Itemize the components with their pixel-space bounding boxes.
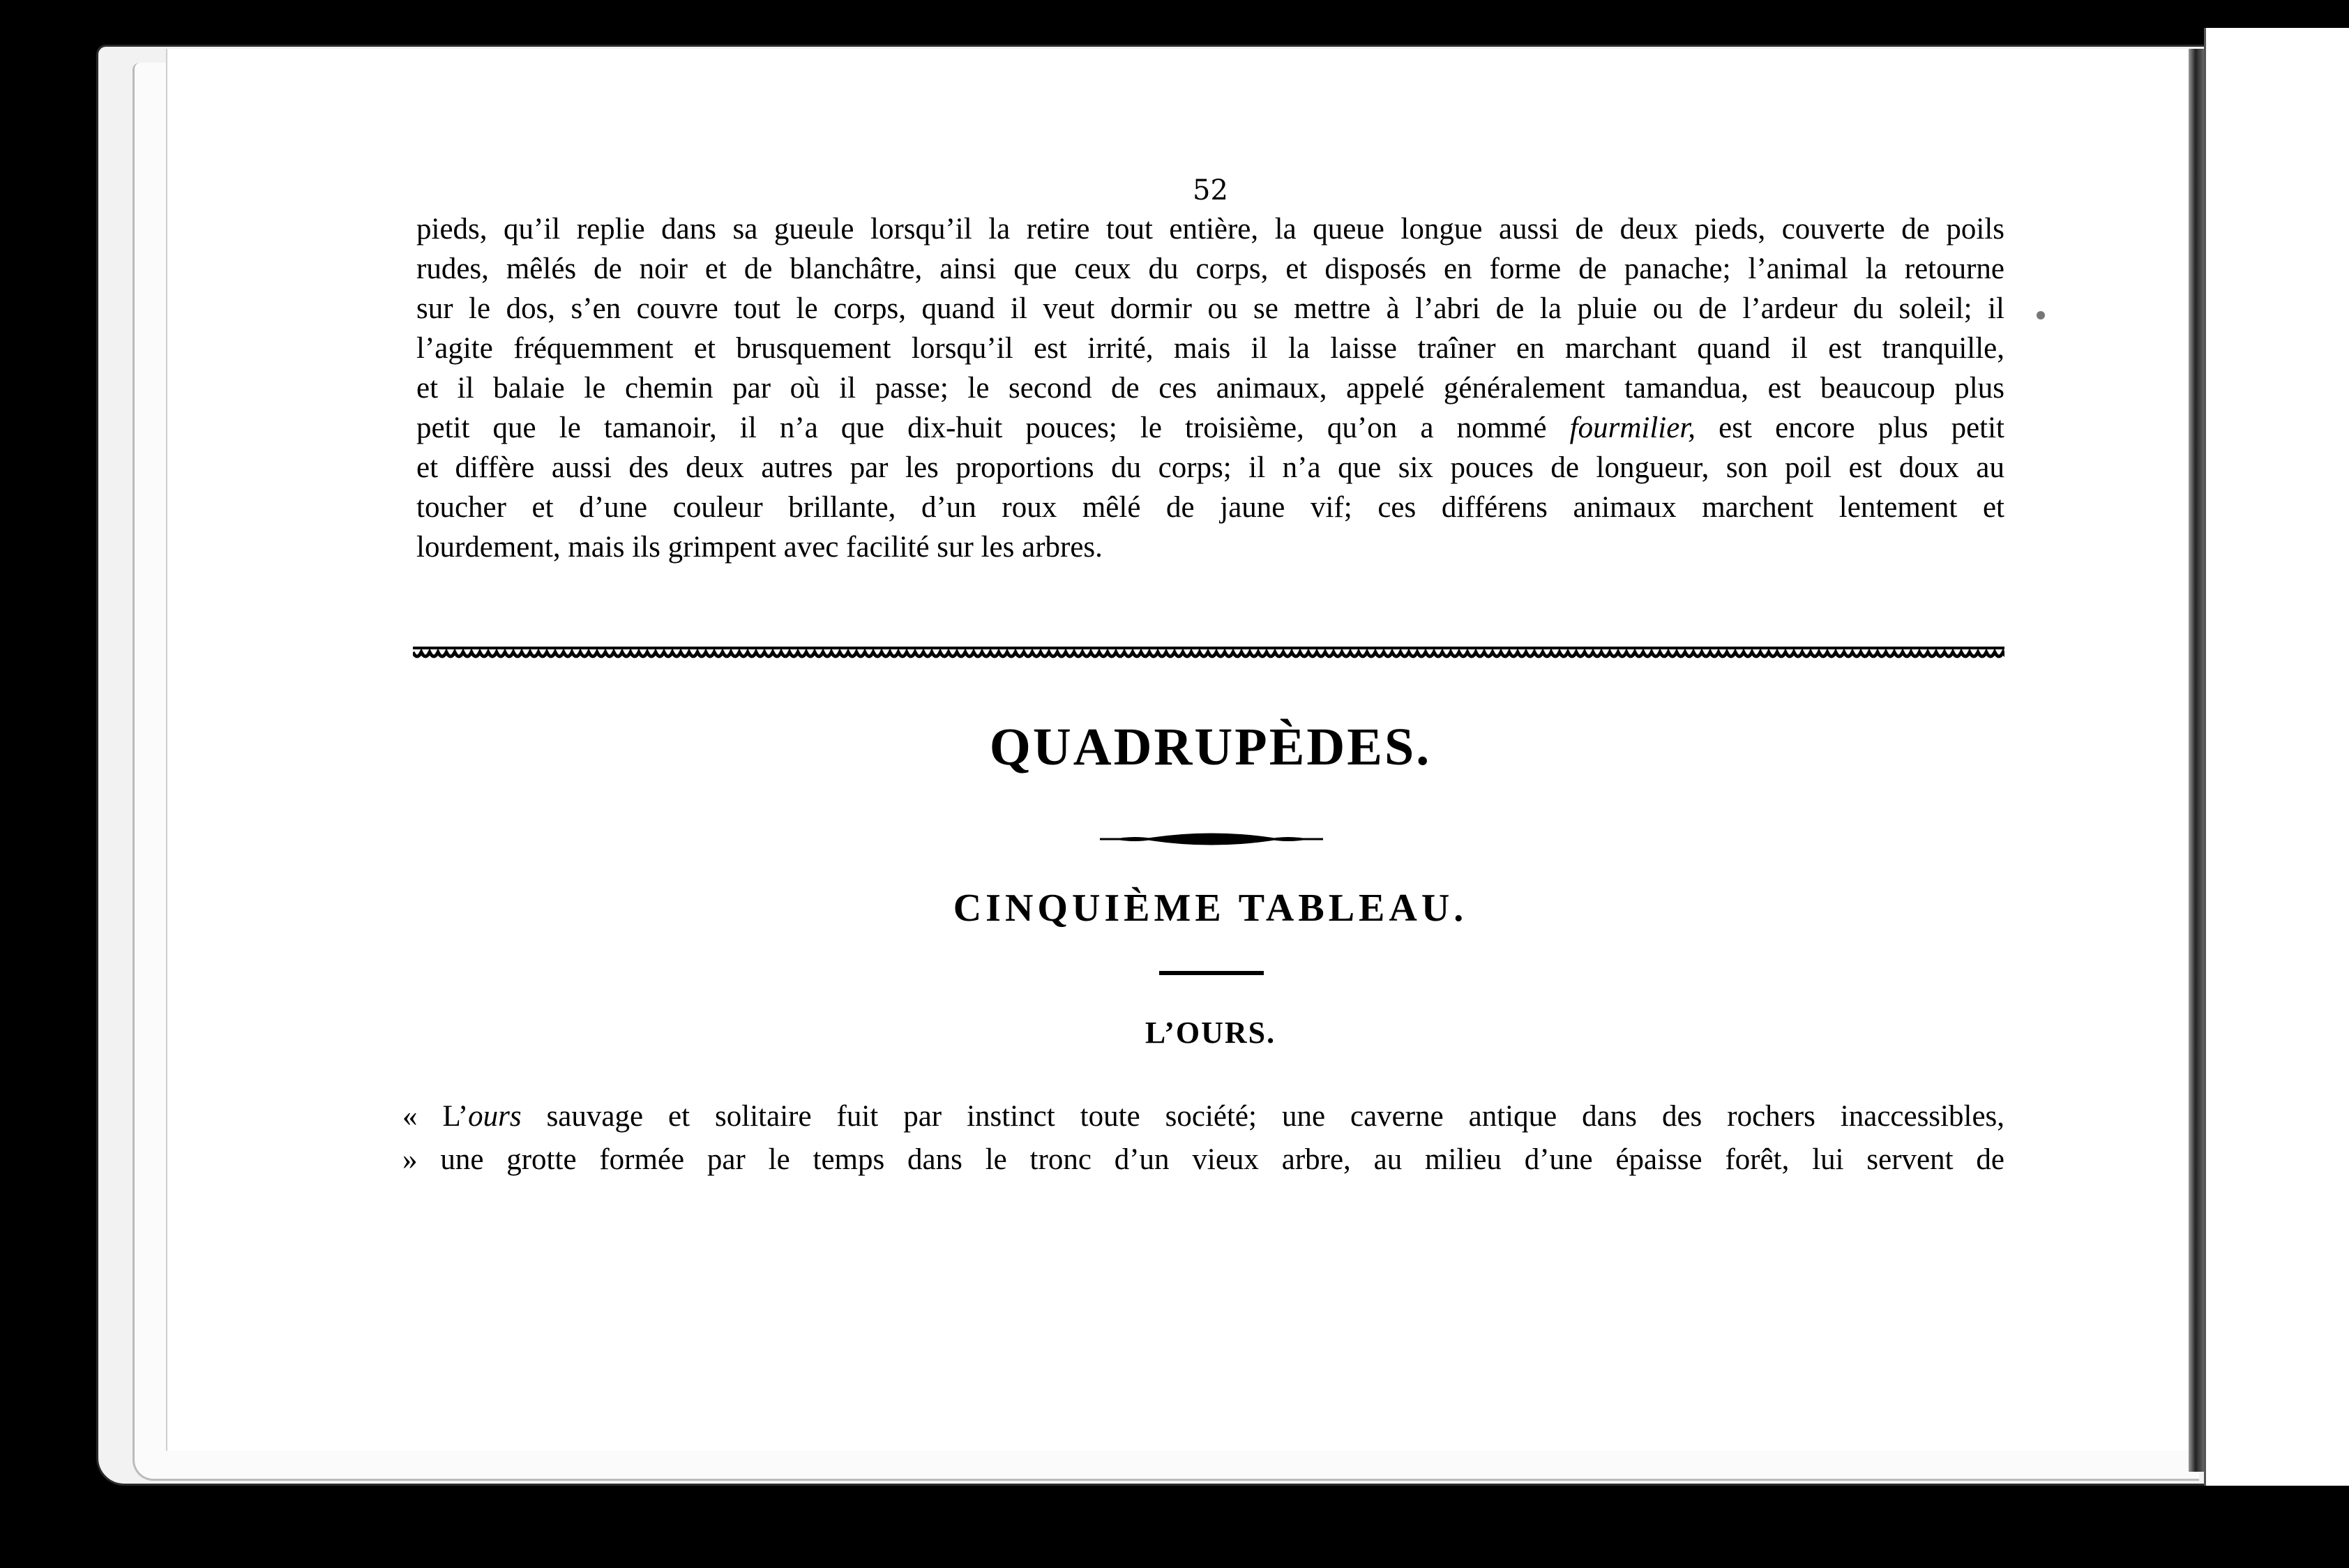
section-title: QUADRUPÈDES. [989,718,1432,776]
italic-term: fourmilier, [1569,412,1696,444]
text-line: toucher et d’une couleur brillante, d’un roux mêlé de jaune vif; ces différens animaux marchent lentement et [416,491,2004,524]
ornament-rule [1100,830,1323,848]
text-line: sur le dos, s’en couvre tout le corps, quand il veut dormir ou se mettre à l’abri de la pluie ou de l’ardeur du soleil; il [416,292,2004,325]
italic-term: ours [468,1100,522,1133]
text-line: » une grotte formée par le temps dans le tronc d’un vieux arbre, au milieu d’une épaisse forêt, lui servent de [402,1143,2004,1176]
wavy-rule [413,645,2004,661]
text-segment: « L’ [402,1100,469,1133]
ink-speck [2037,311,2045,319]
section-subtitle: CINQUIÈME TABLEAU. [953,887,1468,930]
text-segment: petit que le tamanoir, il n’a que dix-huit pouces; le troisième, qu’on a nommé [416,412,1570,444]
book-gutter [2189,49,2204,1472]
short-rule [1159,971,1264,975]
text-line: et diffère aussi des deux autres par les proportions du corps; il n’a que six pouces de longueur, son poil est doux au [416,451,2004,484]
facing-page [2204,28,2349,1486]
text-line: l’agite fréquemment et brusquement lorsqu’il est irrité, mais il la laisse traîner en marchant quand il est tranquille, [416,332,2004,365]
text-line: et il balaie le chemin par où il passe; le second de ces animaux, appelé généralement tamandua, est beaucoup plus [416,372,2004,405]
text-line: pieds, qu’il replie dans sa gueule lorsqu’il la retire tout entière, la queue longue aussi de deux pieds, couverte de poils [416,213,2004,246]
page-number: 52 [1193,174,1228,206]
text-line [416,408,2004,448]
text-line: rudes, mêlés de noir et de blanchâtre, ainsi que ceux du corps, et disposés en forme de panache; l’animal la retourne [416,252,2004,285]
text-segment: sauvage et solitaire fuit par instinct toute société; une caverne antique dans des rochers inaccessibles, [521,1100,2004,1133]
chapter-heading: L’OURS. [1145,1016,1276,1050]
quote-paragraph [402,1095,2004,1182]
text-line: lourdement, mais ils grimpent avec facilité sur les arbres. [416,531,1103,564]
text-segment: est encore plus petit [1695,412,2004,444]
body-paragraph [416,209,2004,567]
text-line [402,1095,2004,1138]
